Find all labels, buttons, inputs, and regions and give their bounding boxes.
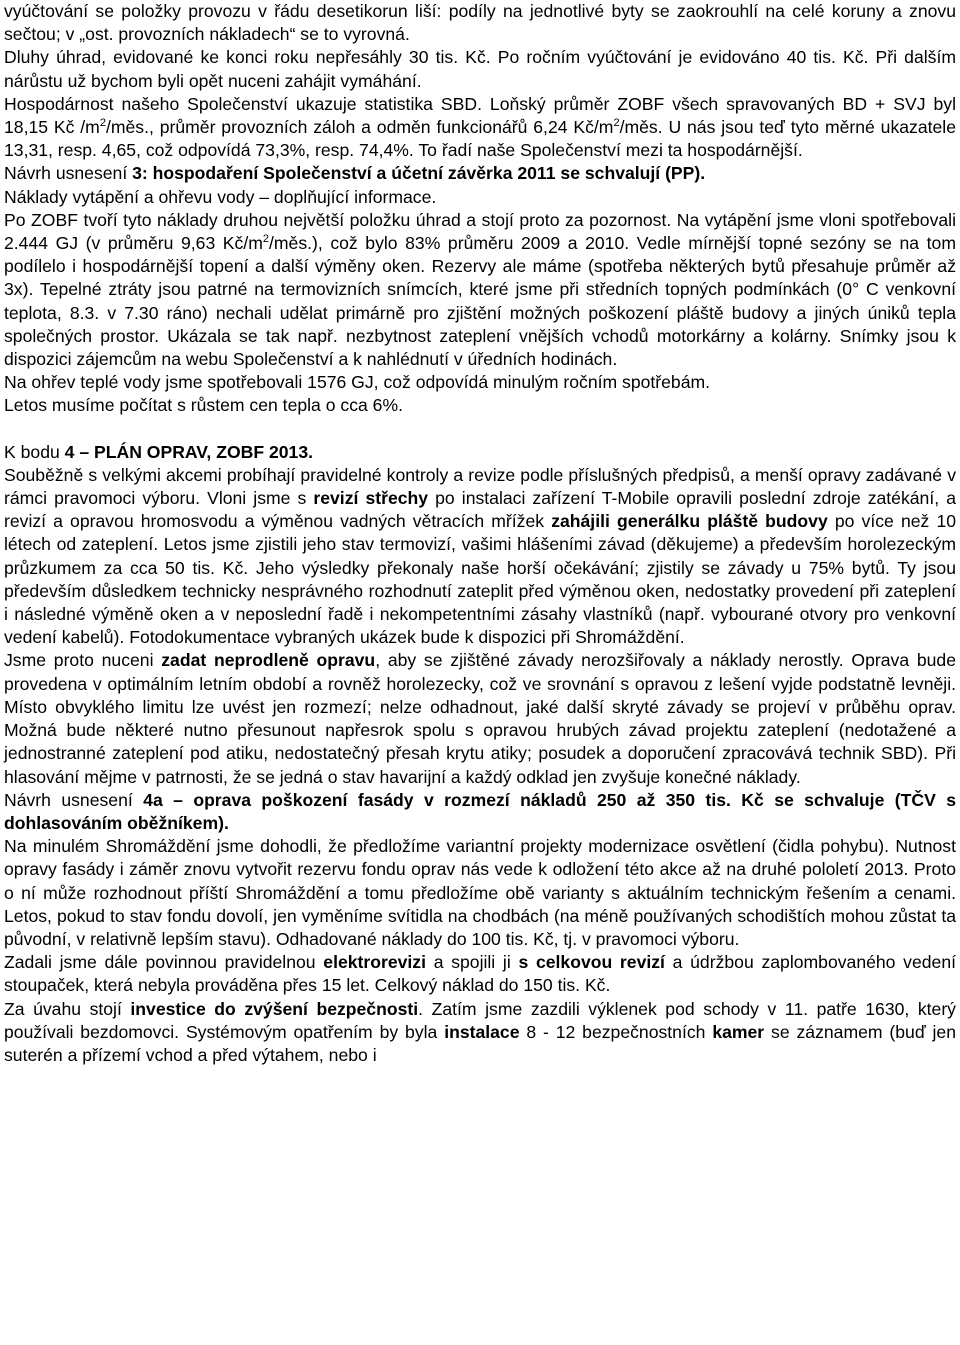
text-run: a údržbou zaplombovaného vedení stoupaček, která nebyla prováděna přes 15 let. Celkový náklad do 150 tis. Kč. (4, 952, 956, 996)
superscript: 2 (613, 117, 620, 130)
bold-text: investice do zvýšení bezpečnosti (130, 998, 419, 1019)
bold-text: zahájili generálku pláště budovy (551, 511, 828, 532)
bold-text: elektrorevizi (323, 952, 426, 973)
text-run: vyúčtování se položky provozu v řádu desetikorun liší: podíly na jednotlivé byty se zaokrouhlí na celé koruny a znovu sečtou; v „ost. provozních nákladech“ se to vyrovná. (4, 1, 956, 45)
text-run: . Zatím jsme zazdili výklenek pod schody v 11. patře 1630, který používali bezdomovci. Systémovým opatřením by byla (4, 998, 956, 1042)
bold-text: zadat neprodleně opravu (161, 650, 376, 671)
text-run: Letos musíme počítat s růstem cen tepla o cca 6%. (4, 395, 403, 416)
text-run: se záznamem (buď jen suterén a přízemí vchod a před výtahem, nebo i (4, 1021, 956, 1065)
bold-text: instalace (444, 1021, 520, 1042)
paragraph (4, 789, 956, 835)
paragraph (4, 93, 956, 163)
bold-text: 3: hospodaření Společenství a účetní závěrka 2011 se schvalují (PP). (132, 163, 706, 184)
text-run: po více než 10 létech od zateplení. Letos jsme zjistili jeho stav termovizí, vašimi hlášeními závad (děkujeme) a především horolezeckým průzkumem za cca 50 tis. Kč. Jeho výsledky překonaly naše horší očekávání; zjistily se závady u 75% bytů. Ty jsou především důsledkem technicky nesprávného rozhodnutí zateplit před výměnou oken, nedostatky provedení při zateplení i následné výměně oken a v neposlední řadě i nekompetentními zásahy vlastníků (např. vybourané otvory pro venkovní vedení kabelů). Fotodokumentace vybraných ukázek bude k dispozici při Shromáždění. (4, 511, 957, 648)
text-run: 8 - 12 bezpečnostních (519, 1021, 713, 1042)
text-run: po instalaci zařízení T-Mobile opravili poslední zdroje zatékání, a revizí a opravou hromosvodu a výměnou vadných větracích mřížek (4, 488, 956, 532)
bold-text: 4 – PLÁN OPRAV, ZOBF 2013. (64, 441, 314, 462)
paragraph (4, 464, 956, 650)
document-page (4, 0, 956, 1067)
bold-text: s celkovou revizí (518, 952, 665, 973)
paragraph (4, 835, 956, 951)
superscript: 2 (99, 117, 106, 130)
text-run: /měs., průměr provozních záloh a odměn funkcionářů 6,24 Kč/m (105, 117, 614, 138)
text-run: Po ZOBF tvoří tyto náklady druhou největší položku úhrad a stojí proto za pozornost. Na vytápění jsme vloni spotřebovali 2.444 GJ (v průměru 9,63 Kč/m (4, 209, 956, 254)
paragraph (4, 0, 956, 46)
paragraph (4, 46, 956, 92)
text-run: /měs. U nás jsou teď tyto měrné ukazatele 13,31, resp. 4,65, což odpovídá 73,3%, resp. 74,4%. To řadí naše Společenství mezi ta hospodárnější. (4, 117, 956, 161)
paragraph (4, 998, 956, 1068)
text-run: a spojili ji (425, 952, 519, 973)
text-run: Na ohřev teplé vody jsme spotřebovali 1576 GJ, což odpovídá minulým ročním spotřebám. (4, 372, 711, 393)
text-run: Zadali jsme dále povinnou pravidelnou (4, 952, 324, 973)
paragraph (4, 371, 956, 394)
text-run: Na minulém Shromáždění jsme dohodli, že předložíme variantní projekty modernizace osvětlení (čidla pohybu). Nutnost opravy fasády i záměr znovu vytvořit rezervu fondu oprav nás vede k odložení této akce až na druhé pololetí 2013. Proto o ní může rozhodnout příští Shromáždění a tomu předložíme obě varianty s aktuálním technickým řešením a cenami. Letos, pokud to stav fondu dovolí, jen vyměníme svítidla na chodbách (na méně používaných schodištích mohou zůstat ta původní, v relativně lepším stavu). Odhadované náklady do 100 tis. Kč, tj. v pravomoci výboru. (4, 836, 956, 949)
text-run: , aby se zjištěné závady nerozšiřovaly a náklady nerostly. Oprava bude provedena v optimálním letním období a rovněž horolezecky, což ve srovnání s opravou z lešení vyjde podstatně levněji. Místo obvyklého limitu lze uvést jen rozmezí; nelze odhadnout, jaké další skryté závady se projeví v průběhu oprav. Možná bude některé nutno přesunout napřesrok spolu s opravou hrubých závad projektu zateplení (nedotažené a jednostranné zateplení pod atiku, nedostatečný přesah krytu atiky; posudek a doporučení zpracovává technik SBD). Při hlasování mějme v patrnosti, že se jedná o stav havarijní a každý odklad jen zvyšuje konečné náklady. (4, 650, 956, 787)
paragraph-spacer (4, 418, 956, 441)
text-run: Náklady vytápění a ohřevu vody – doplňující informace. (4, 186, 437, 207)
bold-text: revizí střechy (313, 488, 429, 509)
paragraph (4, 186, 956, 209)
text-run: /měs.), což bylo 83% průměru 2009 a 2010. Vedle mírnější topné sezóny se na tom podílelo i hospodárnější topení a další výměny oken. Rezervy ale máme (spotřeba některých bytů přesahuje průměr až 3x). Tepelné ztráty jsou patrné na termovizních snímcích, které jsme při středních topných podmínkách (0° C venkovní teplota, 8.3. v 7.30 ráno) nechali udělat primárně pro zjištění možných poškození pláště budovy a jiných úniků tepla společných prostor. Ukázala se tak např. nezbytnost zateplení vnějších vchodů motorkárny a kolárny. Snímky jsou k dispozici zájemcům na webu Společenství a k nahlédnutí v úředních hodinách. (4, 233, 956, 370)
text-run: Jsme proto nuceni (4, 650, 162, 671)
paragraph (4, 162, 956, 185)
text-run: Návrh usnesení (4, 789, 144, 810)
text-run: Za úvahu stojí (4, 998, 131, 1019)
bold-text: kamer (712, 1021, 765, 1042)
text-run: K bodu (4, 441, 65, 462)
paragraph (4, 209, 956, 371)
paragraph (4, 394, 956, 417)
text-run: Souběžně s velkými akcemi probíhají pravidelné kontroly a revize podle příslušných předpisů, a menší opravy zadávané v rámci pravomoci výboru. Vloni jsme s (4, 464, 956, 509)
bold-text: 4a – oprava poškození fasády v rozmezí nákladů 250 až 350 tis. Kč se schvaluje (TČV s dohlasováním oběžníkem). (4, 789, 956, 833)
superscript: 2 (262, 233, 269, 246)
paragraph (4, 649, 956, 788)
paragraph (4, 951, 956, 997)
text-run: Hospodárnost našeho Společenství ukazuje statistika SBD. Loňský průměr ZOBF všech spravovaných BD + SVJ byl 18,15 Kč /m (4, 93, 956, 138)
text-run: Dluhy úhrad, evidované ke konci roku nepřesáhly 30 tis. Kč. Po ročním vyúčtování je evidováno 40 tis. Kč. Při dalším nárůstu už bychom byli opět nuceni zahájit vymáhání. (4, 47, 956, 91)
paragraph (4, 441, 956, 464)
text-run: Návrh usnesení (4, 163, 133, 184)
